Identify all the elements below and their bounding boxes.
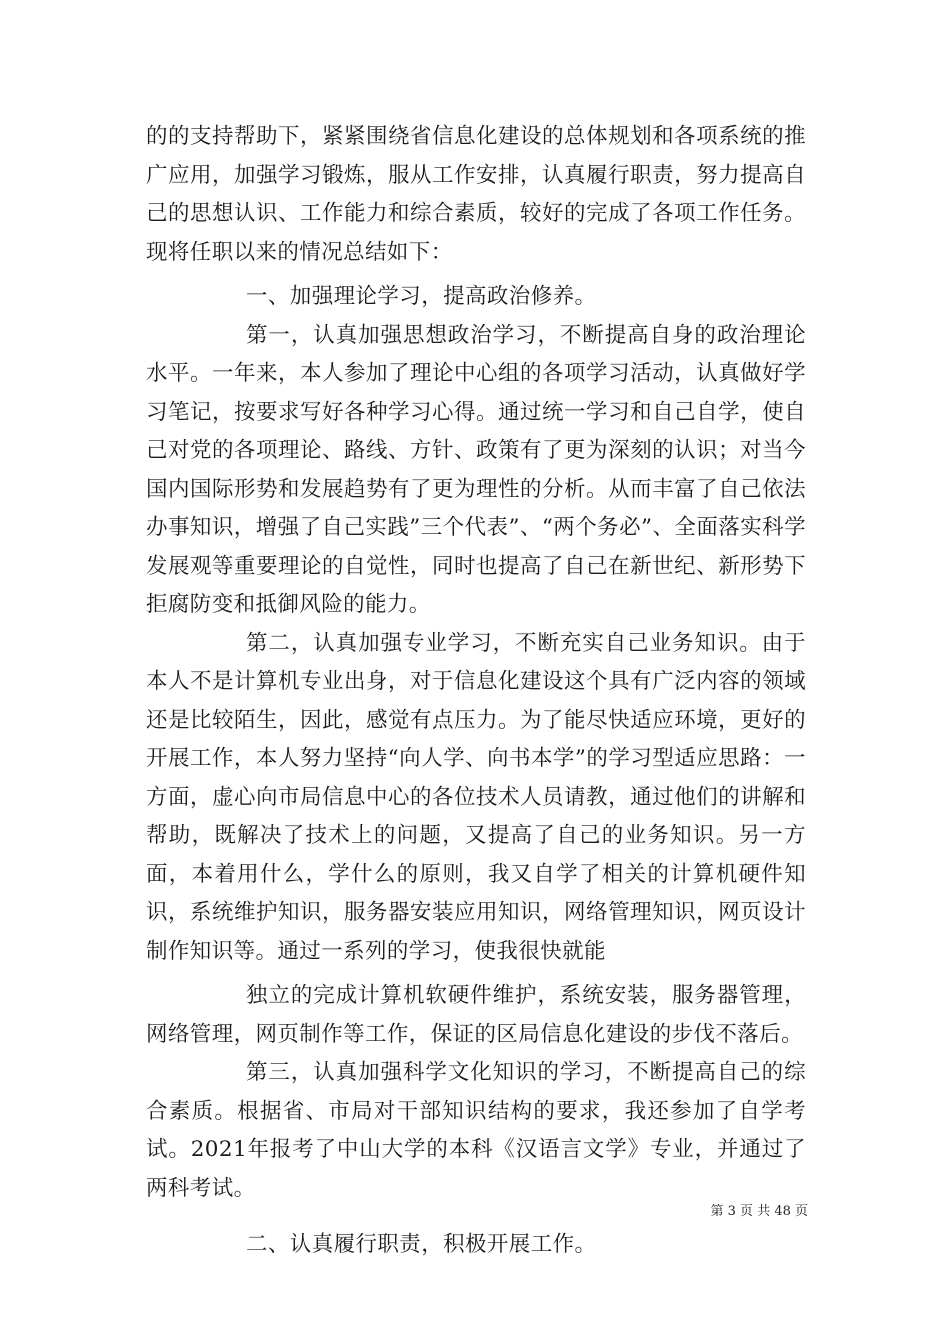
page-number-footer: 第 3 页 共 48 页 (710, 1204, 808, 1219)
paragraph-continuation: 独立的完成计算机软硬件维护，系统安装，服务器管理，网络管理，网页制作等工作，保证的区局信息化建设的步伐不落后。 (146, 983, 806, 1047)
paragraph-intro: 的的支持帮助下，紧紧围绕省信息化建设的总体规划和各项系统的推广应用，加强学习锻炼，服从工作安排，认真履行职责，努力提高自己的思想认识、工作能力和综合素质，较好的完成了各项工作任务。现将任职以来的情况总结如下： (146, 124, 806, 265)
paragraph-professional-study: 第二，认真加强专业学习，不断充实自己业务知识。由于本人不是计算机专业出身，对于信息化建设这个具有广泛内容的领域还是比较陌生，因此，感觉有点压力。为了能尽快适应环境，更好的开展工作，本人努力坚持“向人学、向书本学”的学习型适应思路：一方面，虚心向市局信息中心的各位技术人员请教，通过他们的讲解和帮助，既解决了技术上的问题，又提高了自己的业务知识。另一方面，本着用什么，学什么的原则，我又自学了相关的计算机硬件知识，系统维护知识，服务器安装应用知识，网络管理知识，网页设计制作知识等。通过一系列的学习，使我很快就能 (146, 630, 806, 964)
section-heading-2: 二、认真履行职责，积极开展工作。 (246, 1232, 597, 1257)
section-heading-1: 一、加强理论学习，提高政治修养。 (246, 284, 597, 309)
paragraph-political-study: 第一，认真加强思想政治学习，不断提高自身的政治理论水平。一年来，本人参加了理论中心组的各项学习活动，认真做好学习笔记，按要求写好各种学习心得。通过统一学习和自己自学，使自己对党的各项理论、路线、方针、政策有了更为深刻的认识；对当今国内国际形势和发展趋势有了更为理性的分析。从而丰富了自己依法办事知识，增强了自己实践”三个代表”、“两个务必”、全面落实科学发展观等重要理论的自觉性，同时也提高了自己在新世纪、新形势下拒腐防变和抵御风险的能力。 (146, 322, 806, 617)
paragraph-cultural-study: 第三，认真加强科学文化知识的学习，不断提高自己的综合素质。根据省、市局对干部知识结构的要求，我还参加了自学考试。2021年报考了中山大学的本科《汉语言文学》专业，并通过了两科考试。 (146, 1060, 806, 1201)
document-body (146, 118, 806, 1265)
